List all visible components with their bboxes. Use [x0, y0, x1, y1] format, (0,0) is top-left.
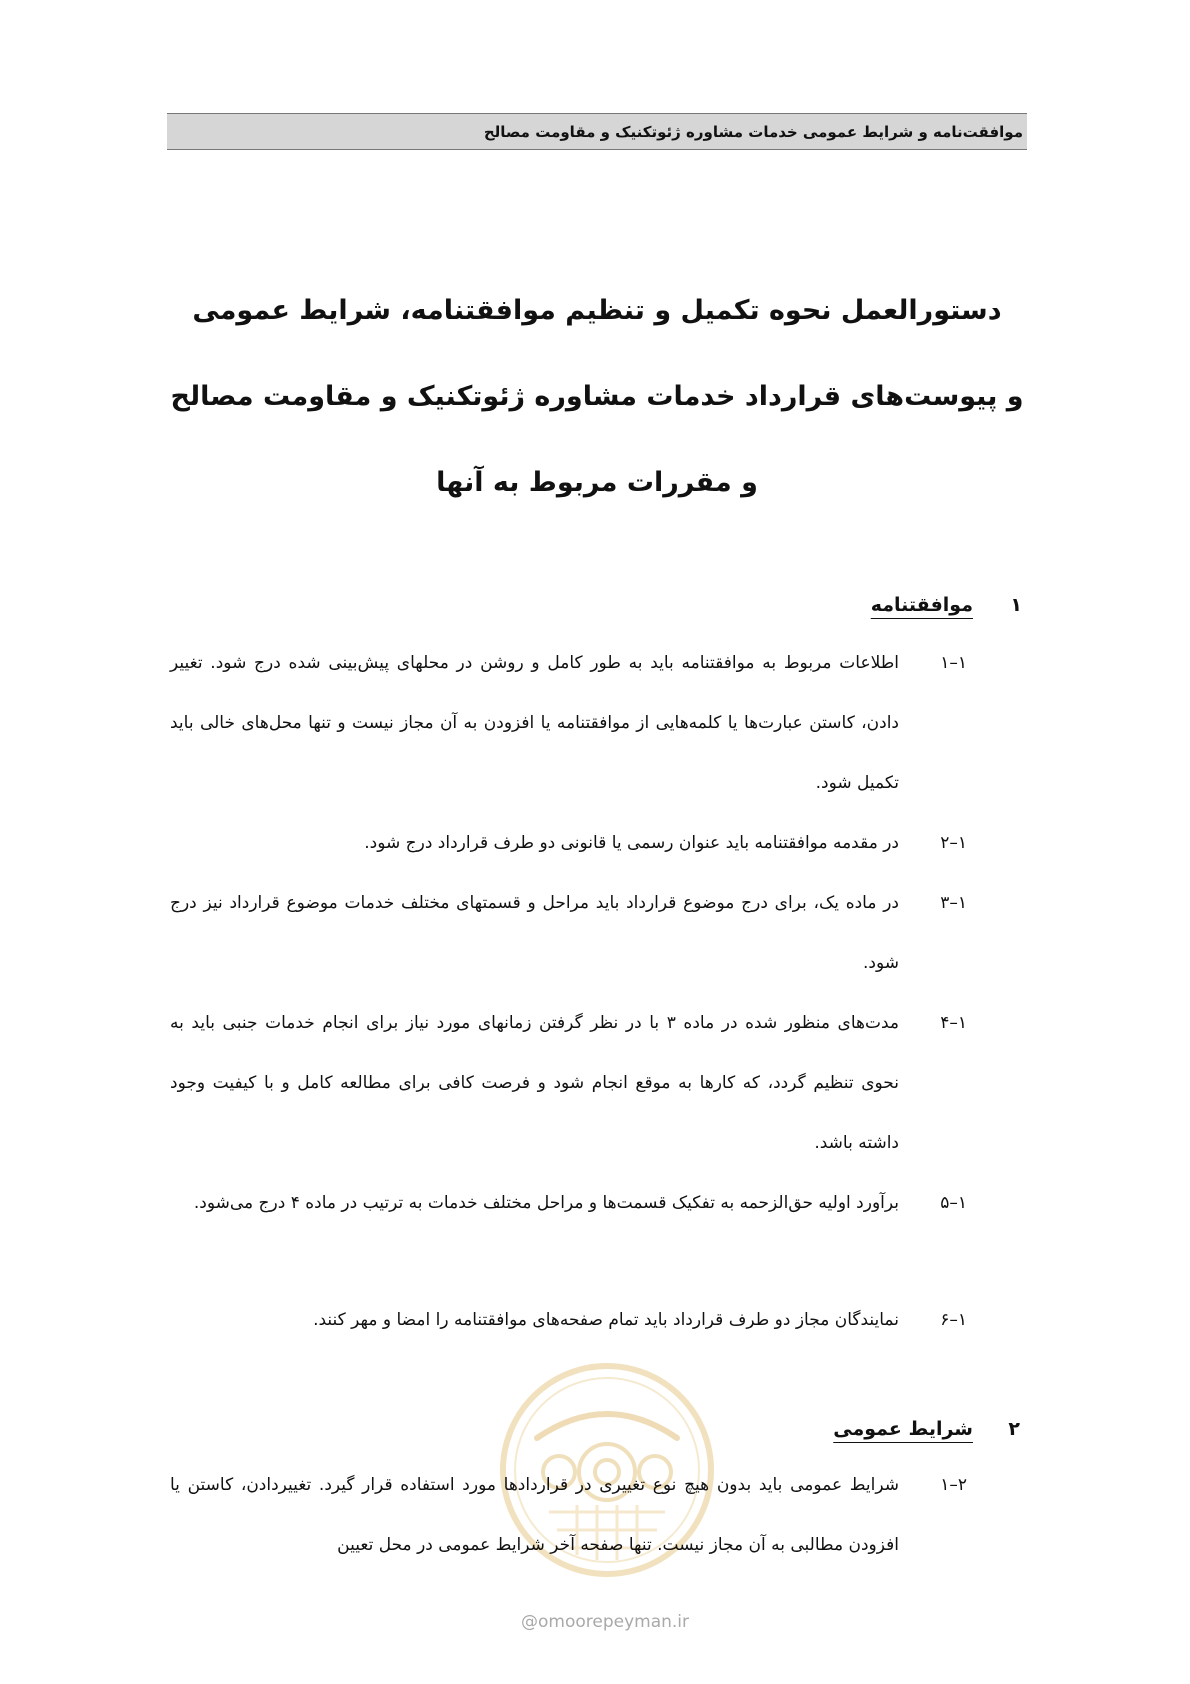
at-icon: @ — [520, 1612, 538, 1632]
watermark-url — [490, 1612, 720, 1632]
section-1-title: موافقتنامه — [870, 594, 973, 616]
clause-number: ۱–۵ — [940, 1193, 967, 1213]
running-header — [167, 113, 1027, 150]
section-1-number: ۱ — [1010, 594, 1022, 616]
clause-text: شرایط عمومی باید بدون هیچ نوع تغییری در قراردادها مورد استفاده قرار گیرد. تغییردادن، کاستن یا افزودن مطالبی به آن مجاز نیست. تنها صفحه آخر شرایط عمومی در محل تعیین — [170, 1475, 899, 1555]
clause-text: نمایندگان مجاز دو طرف قرارداد باید تمام صفحه‌های موافقتنامه را امضا و مهر کنند. — [313, 1310, 899, 1330]
document-title — [167, 268, 1027, 526]
clause-text: در مقدمه موافقتنامه باید عنوان رسمی یا قانونی دو طرف قرارداد درج شود. — [364, 833, 899, 853]
clause-1-5 — [170, 1173, 967, 1293]
clause-1-2 — [170, 813, 967, 873]
section-2-title: شرایط عمومی — [833, 1418, 973, 1440]
clause-number: ۱–۶ — [940, 1310, 967, 1330]
clause-text: اطلاعات مربوط به موافقتنامه باید به طور کامل و روشن در محلهای پیش‌بینی شده درج شود. تغییر دادن، کاستن عبارت‌ها یا کلمه‌هایی از موافقتنامه یا افزودن به آن مجاز نیست و تنها محل‌های خالی باید تکمیل شود. — [170, 653, 899, 793]
running-header-text: موافقت‌نامه و شرایط عمومی خدمات مشاوره ژئوتکنیک و مقاومت مصالح — [483, 122, 1023, 141]
clause-1-4 — [170, 993, 967, 1173]
title-line-3: و مقررات مربوط به آنها — [436, 467, 758, 498]
clause-1-3 — [170, 873, 967, 993]
clause-1-6 — [170, 1290, 967, 1350]
clause-number: ۲–۱ — [940, 1475, 967, 1495]
clause-number: ۱–۴ — [940, 1013, 967, 1033]
section-2-heading — [833, 1418, 973, 1440]
watermark-url-text: omoorepeyman.ir — [537, 1612, 690, 1632]
section-1-heading — [871, 594, 973, 616]
clause-number: ۱–۳ — [940, 893, 967, 913]
clause-2-1 — [170, 1455, 967, 1575]
clause-text: در ماده یک، برای درج موضوع قرارداد باید مراحل و قسمتهای مختلف خدمات موضوع قرارداد نیز درج شود. — [170, 893, 899, 973]
title-line-2: و پیوست‌های قرارداد خدمات مشاوره ژئوتکنیک و مقاومت مصالح — [170, 381, 1024, 412]
title-line-1: دستورالعمل نحوه تکمیل و تنظیم موافقتنامه، شرایط عمومی — [192, 295, 1002, 326]
clause-1-1 — [170, 633, 967, 813]
clause-number: ۱–۲ — [940, 833, 967, 853]
clause-text: مدت‌های منظور شده در ماده ۳ با در نظر گرفتن زمانهای مورد نیاز برای انجام خدمات جنبی باید به نحوی تنظیم گردد، که کارها به موقع انجام شود و فرصت کافی برای مطالعه کامل و با کیفیت وجود داشته باشد. — [170, 1013, 899, 1153]
clause-number: ۱–۱ — [940, 653, 967, 673]
section-2-number: ۲ — [1008, 1418, 1020, 1440]
clause-text: برآورد اولیه حق‌الزحمه به تفکیک قسمت‌ها و مراحل مختلف خدمات به ترتیب در ماده ۴ درج می‌شود. — [193, 1193, 899, 1213]
